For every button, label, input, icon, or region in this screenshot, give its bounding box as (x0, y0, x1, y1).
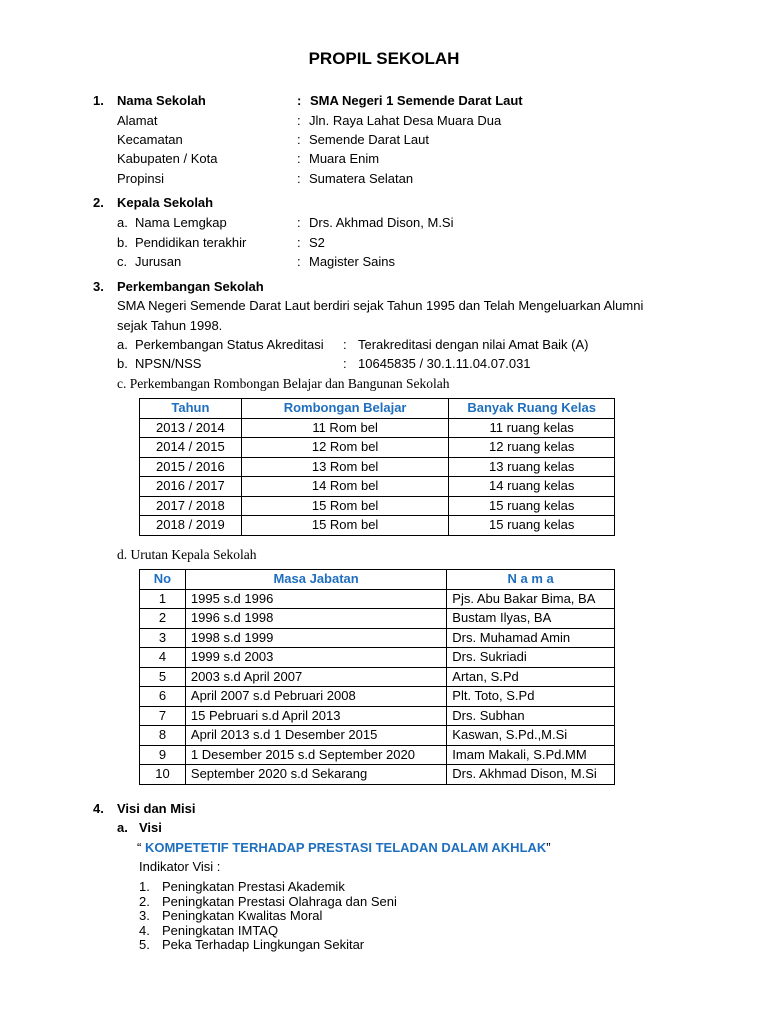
column-header: Tahun (140, 399, 242, 419)
table-cell: 3 (140, 628, 186, 648)
npsn-value: 10645835 / 30.1.11.04.07.031 (358, 356, 531, 371)
list-item: Peka Terhadap Lingkungan Sekitar (162, 937, 365, 952)
table-cell: 1 (140, 589, 186, 609)
section2-heading: Kepala Sekolah (117, 195, 214, 210)
table-cell: 9 (140, 745, 186, 765)
table-cell: 8 (140, 726, 186, 746)
accreditation-value: Terakreditasi dengan nilai Amat Baik (A) (358, 337, 589, 352)
section1-number: 1. (93, 93, 104, 108)
column-header: Masa Jabatan (185, 570, 446, 590)
table-cell: Drs. Akhmad Dison, M.Si (447, 765, 615, 785)
section3-number: 3. (93, 279, 104, 294)
colon: : (297, 235, 301, 250)
list-letter: a. (117, 337, 128, 352)
principal-history-table (139, 569, 615, 785)
visi-label: Visi (139, 820, 162, 835)
column-header: N a m a (447, 570, 615, 590)
table-cell: 11 Rom bel (241, 418, 449, 438)
table-cell: April 2013 s.d 1 Desember 2015 (185, 726, 446, 746)
rombel-table (139, 398, 615, 536)
table-cell: 10 (140, 765, 186, 785)
column-header: Banyak Ruang Kelas (449, 399, 615, 419)
list-item: Peningkatan Prestasi Akademik (162, 879, 345, 894)
table-cell: 5 (140, 667, 186, 687)
section2-number: 2. (93, 195, 104, 210)
table-cell: September 2020 s.d Sekarang (185, 765, 446, 785)
column-header: No (140, 570, 186, 590)
colon: : (297, 93, 302, 108)
table-cell: 2015 / 2016 (140, 457, 242, 477)
open-quote: “ (137, 840, 142, 855)
table-row (140, 648, 615, 668)
principal-name-label: Nama Lemgkap (135, 215, 227, 230)
table-cell: April 2007 s.d Pebruari 2008 (185, 687, 446, 707)
table-cell: 11 ruang kelas (449, 418, 615, 438)
list-letter: b. (117, 235, 128, 250)
table-cell: Plt. Toto, S.Pd (447, 687, 615, 707)
table-cell: 2014 / 2015 (140, 438, 242, 458)
table-cell: 2013 / 2014 (140, 418, 242, 438)
table-cell: 12 Rom bel (241, 438, 449, 458)
table-row (140, 687, 615, 707)
table-cell: Drs. Subhan (447, 706, 615, 726)
visi-text: KOMPETETIF TERHADAP PRESTASI TELADAN DALAM AKHLAK (144, 840, 547, 855)
indikator-label: Indikator Visi : (139, 859, 221, 874)
table-cell: 13 ruang kelas (449, 457, 615, 477)
npsn-label: NPSN/NSS (135, 356, 202, 371)
table-cell: 14 ruang kelas (449, 477, 615, 497)
section4-heading: Visi dan Misi (117, 801, 196, 816)
table-cell: 15 Pebruari s.d April 2013 (185, 706, 446, 726)
colon: : (297, 254, 301, 269)
district-label: Kecamatan (117, 132, 183, 147)
table-cell: 1995 s.d 1996 (185, 589, 446, 609)
colon: : (297, 132, 301, 147)
table-cell: Bustam Ilyas, BA (447, 609, 615, 629)
accreditation-label: Perkembangan Status Akreditasi (135, 337, 324, 352)
address-label: Alamat (117, 113, 158, 128)
list-item: Peningkatan Prestasi Olahraga dan Seni (162, 894, 397, 909)
table-row (140, 457, 615, 477)
table-row (140, 609, 615, 629)
table1-caption: c. Perkembangan Rombongan Belajar dan Bangunan Sekolah (117, 376, 450, 391)
table-cell: 14 Rom bel (241, 477, 449, 497)
list-item: Peningkatan Kwalitas Moral (162, 908, 323, 923)
table-cell: 2 (140, 609, 186, 629)
colon: : (297, 151, 301, 166)
province-label: Propinsi (117, 171, 164, 186)
section4-number: 4. (93, 801, 104, 816)
school-name-value: SMA Negeri 1 Semende Darat Laut (310, 93, 523, 108)
list-number: 4. (139, 923, 150, 938)
table-cell: Imam Makali, S.Pd.MM (447, 745, 615, 765)
table-cell: 12 ruang kelas (449, 438, 615, 458)
table-row (140, 628, 615, 648)
table-cell: 2017 / 2018 (140, 496, 242, 516)
list-letter: a. (117, 820, 128, 835)
history-paragraph: SMA Negeri Semende Darat Laut berdiri sejak Tahun 1995 dan Telah Mengeluarkan Alumni (117, 298, 644, 313)
table-cell: 15 Rom bel (241, 516, 449, 536)
table-row (140, 496, 615, 516)
address-value: Jln. Raya Lahat Desa Muara Dua (309, 113, 502, 128)
column-header: Rombongan Belajar (241, 399, 449, 419)
list-letter: c. (117, 254, 128, 269)
close-quote: ” (546, 840, 551, 855)
table-cell: 2016 / 2017 (140, 477, 242, 497)
table-header-row (140, 399, 615, 419)
table-cell: 1 Desember 2015 s.d September 2020 (185, 745, 446, 765)
list-number: 1. (139, 879, 150, 894)
table-cell: 1998 s.d 1999 (185, 628, 446, 648)
table-row (140, 589, 615, 609)
table-cell: Pjs. Abu Bakar Bima, BA (447, 589, 615, 609)
history-paragraph-cont: sejak Tahun 1998. (117, 318, 223, 333)
table-row (140, 726, 615, 746)
table-cell: 15 Rom bel (241, 496, 449, 516)
principal-name-value: Drs. Akhmad Dison, M.Si (309, 215, 454, 230)
table-header-row (140, 570, 615, 590)
table-cell: 1999 s.d 2003 (185, 648, 446, 668)
list-item: Peningkatan IMTAQ (162, 923, 279, 938)
table-row (140, 477, 615, 497)
table-cell: Drs. Sukriadi (447, 648, 615, 668)
table-cell: 1996 s.d 1998 (185, 609, 446, 629)
table-row (140, 765, 615, 785)
list-letter: b. (117, 356, 128, 371)
province-value: Sumatera Selatan (309, 171, 414, 186)
table-cell: 15 ruang kelas (449, 516, 615, 536)
visi-statement (137, 840, 551, 856)
table-row (140, 516, 615, 536)
regency-label: Kabupaten / Kota (117, 151, 218, 166)
table-cell: Drs. Muhamad Amin (447, 628, 615, 648)
table-cell: 4 (140, 648, 186, 668)
page-title: PROPIL SEKOLAH (308, 49, 460, 68)
colon: : (343, 356, 347, 371)
table-cell: 13 Rom bel (241, 457, 449, 477)
table-row (140, 745, 615, 765)
colon: : (297, 171, 301, 186)
table-cell: 2018 / 2019 (140, 516, 242, 536)
list-number: 2. (139, 894, 150, 909)
table-row (140, 667, 615, 687)
education-value: S2 (309, 235, 325, 250)
table-cell: 2003 s.d April 2007 (185, 667, 446, 687)
table2-caption: d. Urutan Kepala Sekolah (117, 547, 257, 562)
education-label: Pendidikan terakhir (135, 235, 247, 250)
table-row (140, 706, 615, 726)
school-name-label: Nama Sekolah (117, 93, 206, 108)
table-cell: Kaswan, S.Pd.,M.Si (447, 726, 615, 746)
colon: : (297, 113, 301, 128)
list-number: 5. (139, 937, 150, 952)
colon: : (297, 215, 301, 230)
table-row (140, 418, 615, 438)
major-label: Jurusan (135, 254, 182, 269)
colon: : (343, 337, 347, 352)
major-value: Magister Sains (309, 254, 395, 269)
table-row (140, 438, 615, 458)
district-value: Semende Darat Laut (309, 132, 429, 147)
table-cell: 7 (140, 706, 186, 726)
table-cell: 15 ruang kelas (449, 496, 615, 516)
list-number: 3. (139, 908, 150, 923)
table-cell: 6 (140, 687, 186, 707)
table-cell: Artan, S.Pd (447, 667, 615, 687)
section3-heading: Perkembangan Sekolah (117, 279, 264, 294)
list-letter: a. (117, 215, 128, 230)
regency-value: Muara Enim (309, 151, 380, 166)
